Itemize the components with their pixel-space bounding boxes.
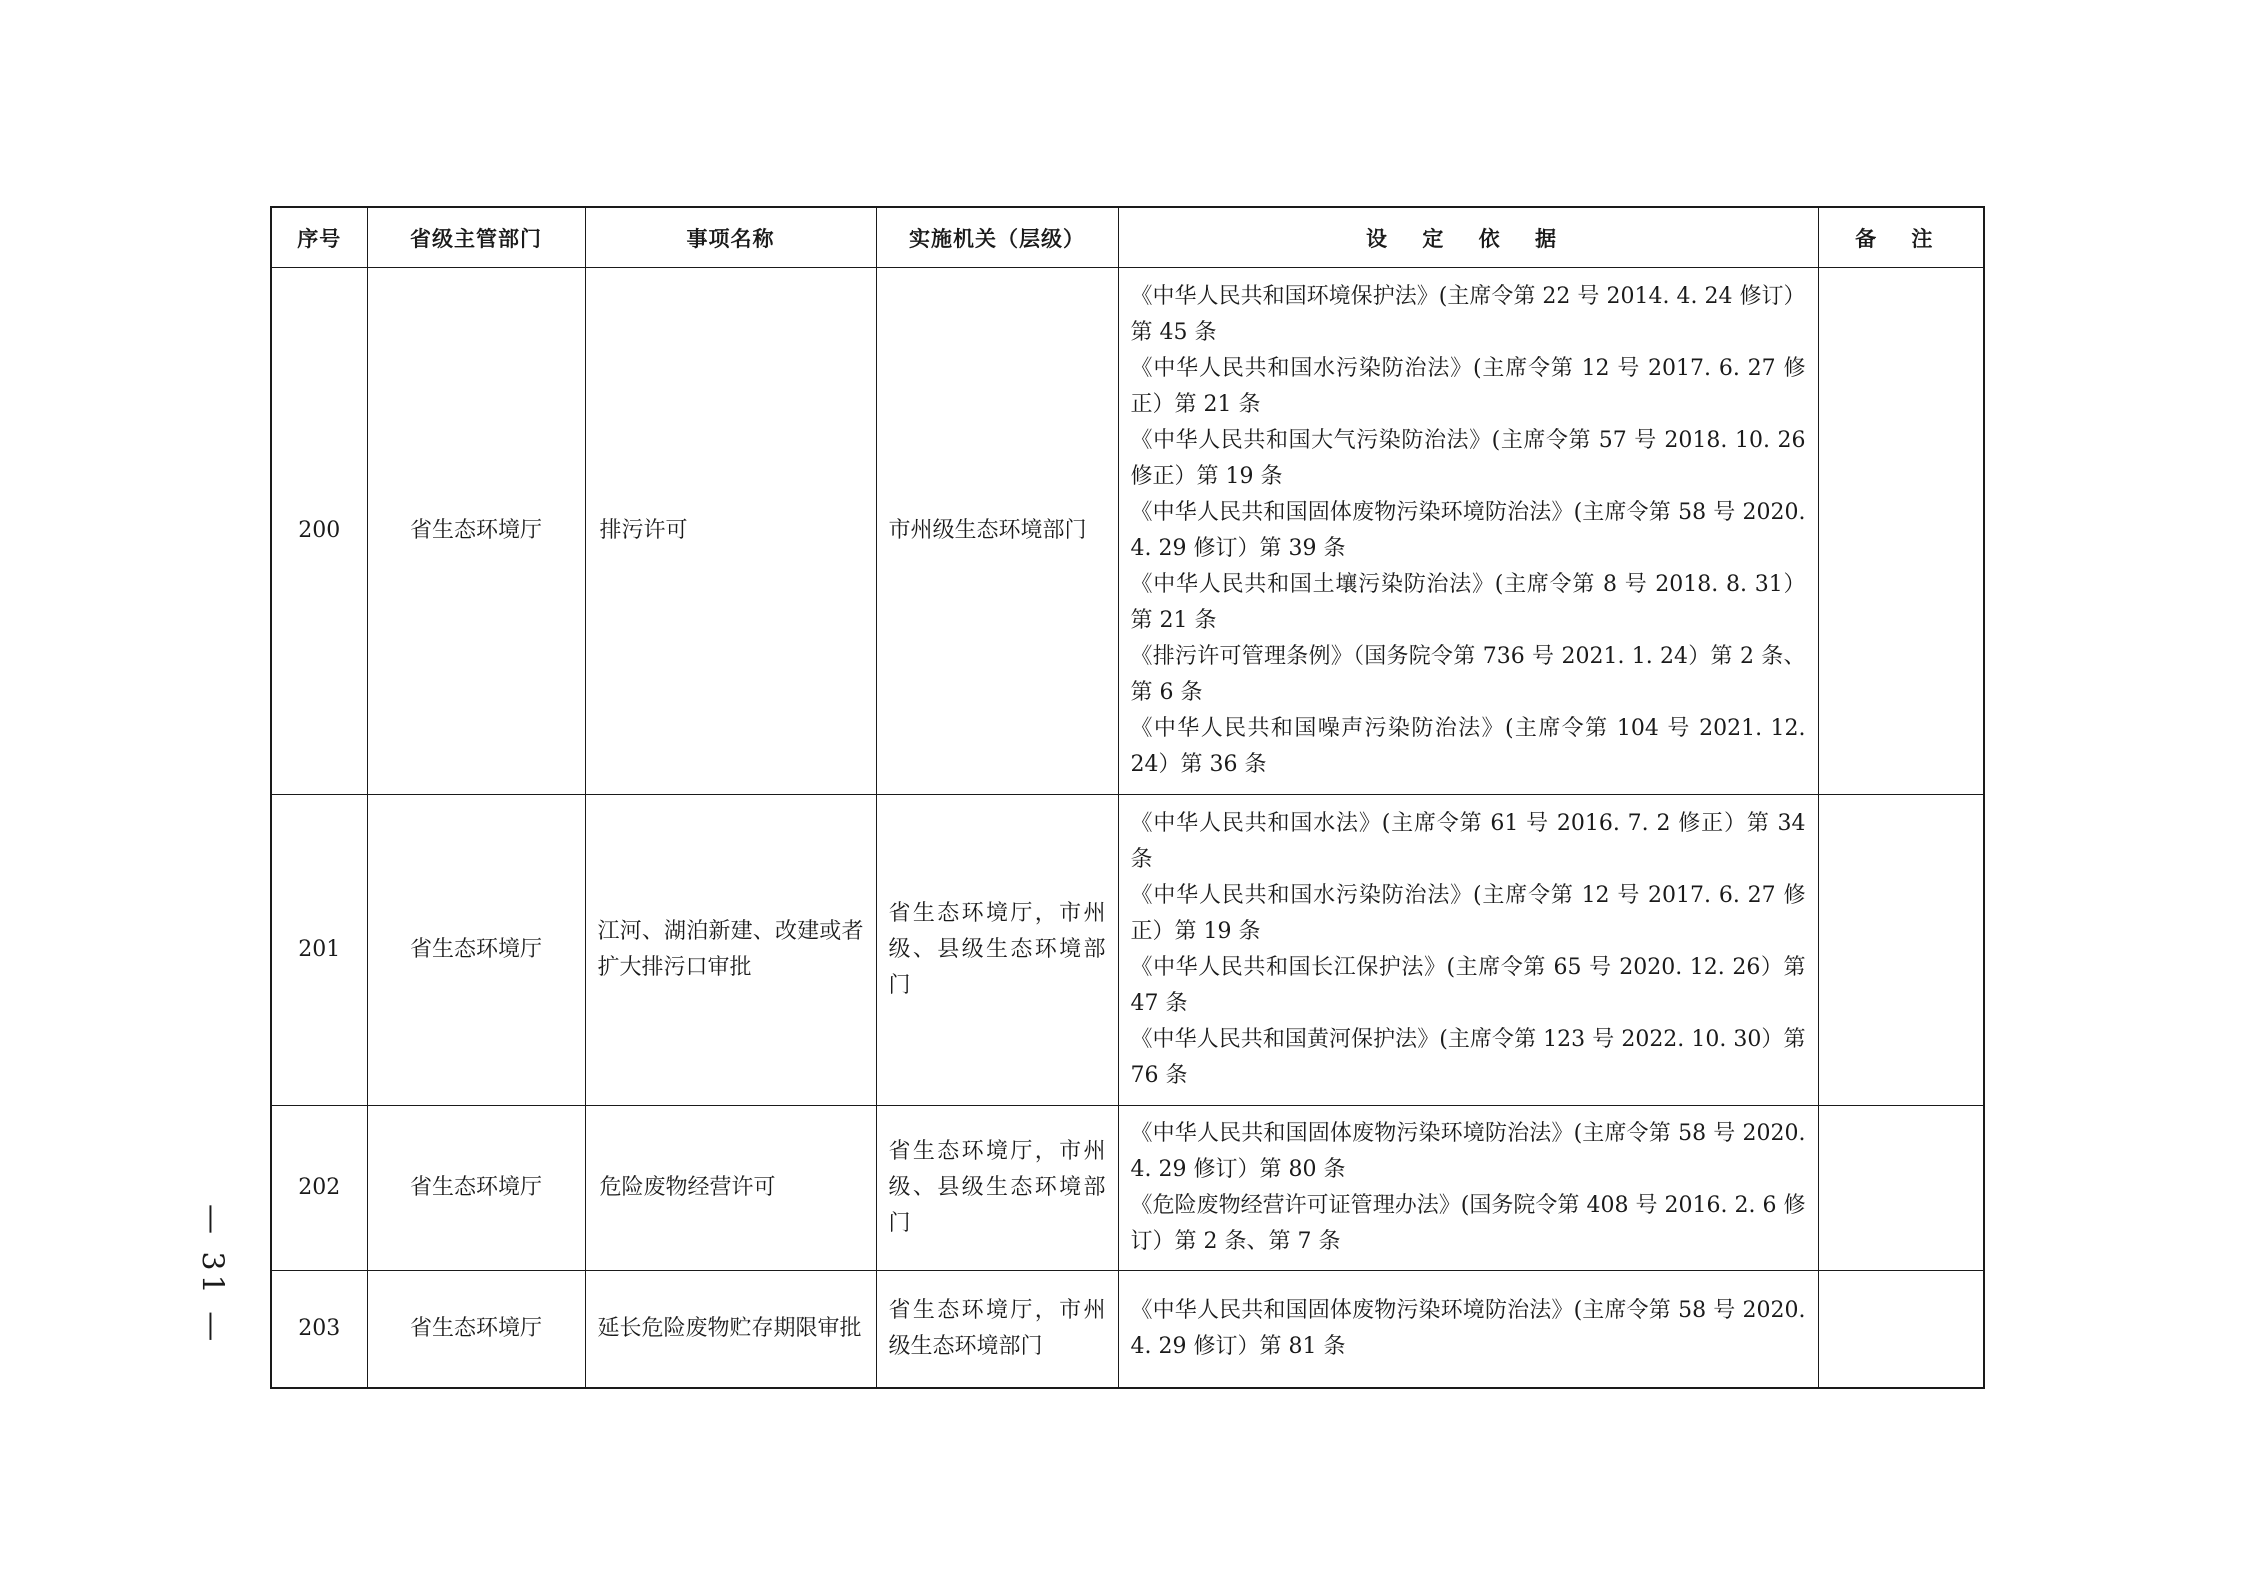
basis-line: 《中华人民共和国水污染防治法》(主席令第 12 号 2017. 6. 27 修正）第 21 条: [1130, 356, 1806, 417]
cell-dept: 省生态环境厅: [367, 795, 585, 1106]
cell-agency: 市州级生态环境部门: [876, 268, 1118, 795]
table-row: [271, 1106, 1984, 1271]
basis-line: 《中华人民共和国水法》(主席令第 61 号 2016. 7. 2 修正）第 34 条: [1130, 811, 1806, 872]
basis-line: 《中华人民共和国大气污染防治法》(主席令第 57 号 2018. 10. 26 修正）第 19 条: [1130, 428, 1806, 489]
cell-basis: [1118, 1271, 1818, 1388]
cell-item: 排污许可: [585, 268, 876, 795]
basis-line: 《排污许可管理条例》（国务院令第 736 号 2021. 1. 24）第 2 条、第 6 条: [1130, 644, 1806, 705]
cell-basis: [1118, 268, 1818, 795]
header-notes: 备 注: [1818, 207, 1984, 268]
table-row: [271, 795, 1984, 1106]
cell-agency: 省生态环境厅，市州级、县级生态环境部门: [876, 795, 1118, 1106]
cell-basis: [1118, 795, 1818, 1106]
cell-seq: 202: [271, 1106, 367, 1271]
cell-seq: 200: [271, 268, 367, 795]
header-seq: 序号: [271, 207, 367, 268]
basis-line: 《中华人民共和国噪声污染防治法》(主席令第 104 号 2021. 12. 24）第 36 条: [1130, 716, 1806, 777]
cell-dept: 省生态环境厅: [367, 1271, 585, 1388]
basis-line: 《中华人民共和国环境保护法》(主席令第 22 号 2014. 4. 24 修订）第 45 条: [1130, 284, 1806, 345]
table-row: [271, 268, 1984, 795]
cell-basis: [1118, 1106, 1818, 1271]
cell-agency: 省生态环境厅，市州级、县级生态环境部门: [876, 1106, 1118, 1271]
page-number: — 31 —: [194, 1204, 230, 1346]
cell-item: 延长危险废物贮存期限审批: [585, 1271, 876, 1388]
cell-notes: [1818, 268, 1984, 795]
basis-line: 《危险废物经营许可证管理办法》(国务院令第 408 号 2016. 2. 6 修订）第 2 条、第 7 条: [1130, 1193, 1806, 1254]
cell-item: 江河、湖泊新建、改建或者扩大排污口审批: [585, 795, 876, 1106]
cell-item: 危险废物经营许可: [585, 1106, 876, 1271]
cell-notes: [1818, 1106, 1984, 1271]
basis-line: 《中华人民共和国黄河保护法》(主席令第 123 号 2022. 10. 30）第 76 条: [1130, 1027, 1806, 1088]
cell-agency: 省生态环境厅，市州级生态环境部门: [876, 1271, 1118, 1388]
cell-notes: [1818, 1271, 1984, 1388]
header-basis: 设 定 依 据: [1118, 207, 1818, 268]
cell-seq: 201: [271, 795, 367, 1106]
cell-dept: 省生态环境厅: [367, 268, 585, 795]
cell-notes: [1818, 795, 1984, 1106]
header-item: 事项名称: [585, 207, 876, 268]
basis-line: 《中华人民共和国固体废物污染环境防治法》(主席令第 58 号 2020. 4. 29 修订）第 80 条: [1130, 1121, 1806, 1182]
basis-line: 《中华人民共和国长江保护法》(主席令第 65 号 2020. 12. 26）第 47 条: [1130, 955, 1806, 1016]
basis-line: 《中华人民共和国固体废物污染环境防治法》(主席令第 58 号 2020. 4. 29 修订）第 39 条: [1130, 500, 1806, 561]
licensing-table: [270, 206, 1985, 1389]
table-row: [271, 1271, 1984, 1388]
cell-seq: 203: [271, 1271, 367, 1388]
basis-line: 《中华人民共和国水污染防治法》(主席令第 12 号 2017. 6. 27 修正）第 19 条: [1130, 883, 1806, 944]
basis-line: 《中华人民共和国固体废物污染环境防治法》(主席令第 58 号 2020. 4. 29 修订）第 81 条: [1130, 1297, 1806, 1359]
basis-line: 《中华人民共和国土壤污染防治法》(主席令第 8 号 2018. 8. 31）第 21 条: [1130, 572, 1806, 633]
header-row: [271, 207, 1984, 268]
header-agency: 实施机关（层级）: [876, 207, 1118, 268]
cell-dept: 省生态环境厅: [367, 1106, 585, 1271]
header-dept: 省级主管部门: [367, 207, 585, 268]
